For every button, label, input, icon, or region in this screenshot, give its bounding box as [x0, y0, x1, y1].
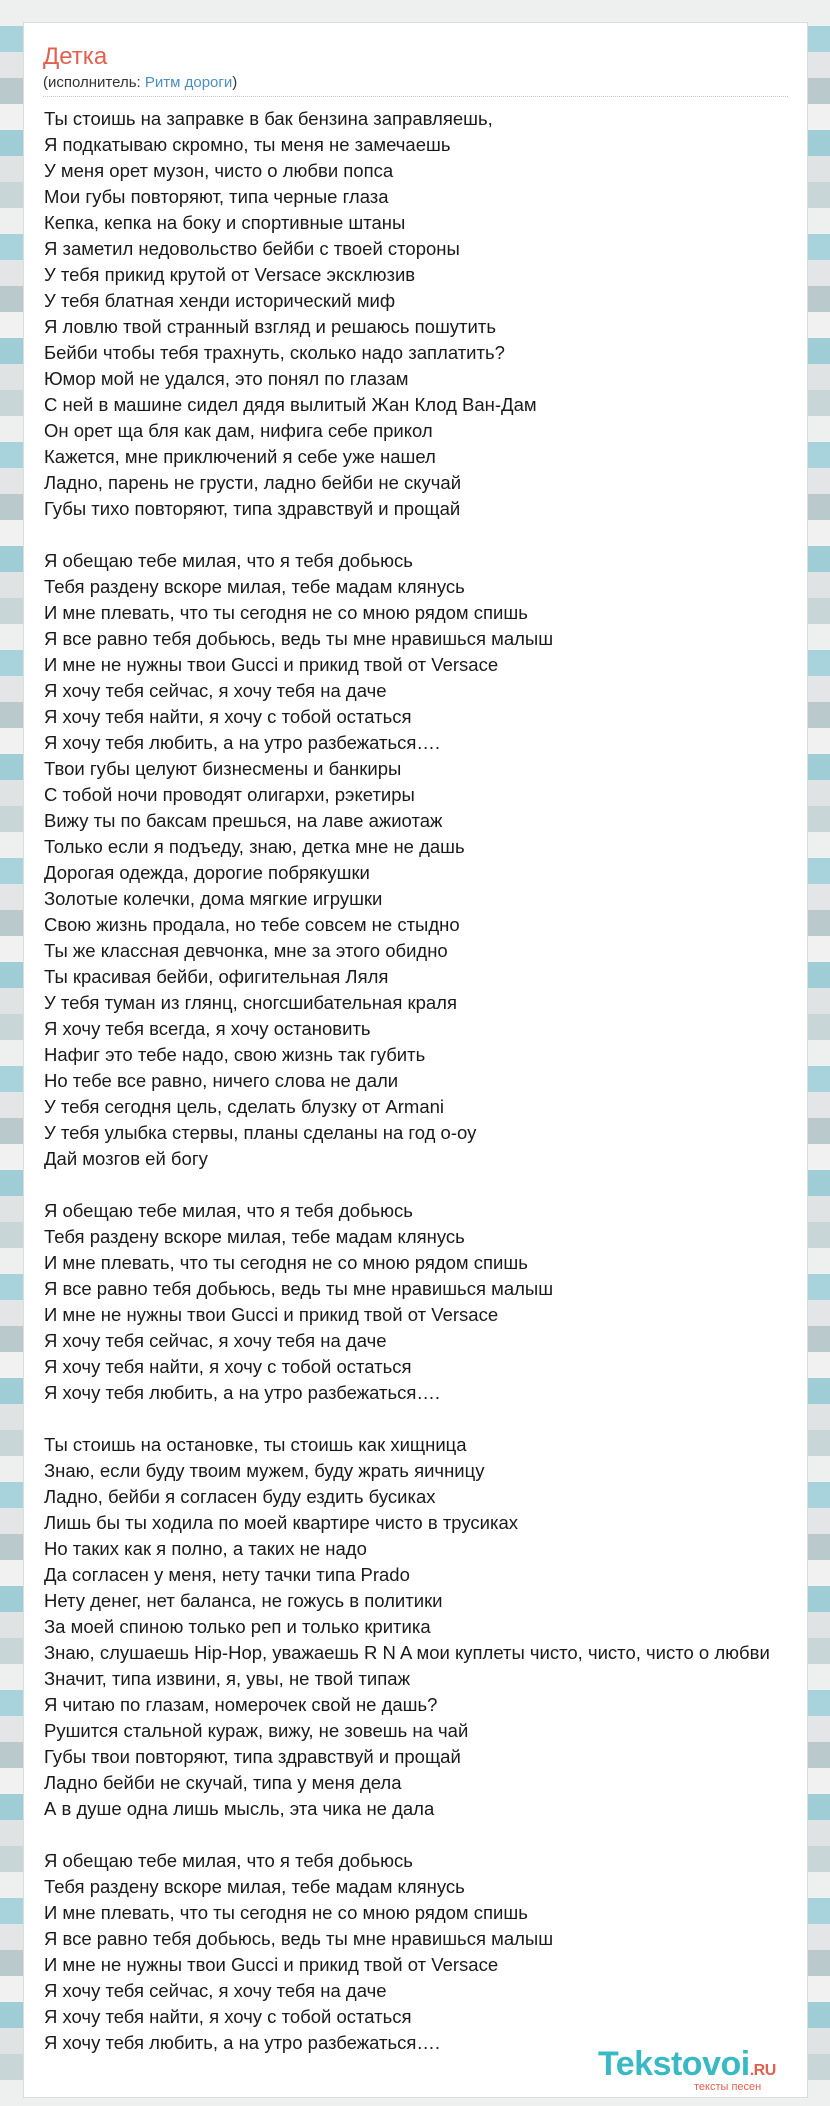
lyric-line: И мне не нужны твои Gucci и прикид твой от Versace — [44, 1954, 499, 1975]
lyric-line: Золотые колечки, дома мягкие игрушки — [44, 888, 383, 909]
performer-prefix: (исполнитель: — [43, 74, 145, 91]
lyric-line: Я хочу тебя сейчас, я хочу тебя на даче — [44, 1330, 387, 1351]
lyric-line: Я хочу тебя сейчас, я хочу тебя на даче — [44, 680, 387, 701]
lyric-line: Ты стоишь на остановке, ты стоишь как хищница — [44, 1434, 467, 1455]
lyric-line: Ты же классная девчонка, мне за этого обидно — [44, 940, 448, 961]
lyric-line: И мне не нужны твои Gucci и прикид твой от Versace — [44, 654, 499, 675]
lyric-line: Рушится стальной кураж, вижу, не зовешь на чай — [44, 1720, 469, 1741]
lyric-line: Но таких как я полно, а таких не надо — [44, 1538, 367, 1559]
lyric-line: Тебя раздену вскоре милая, тебе мадам клянусь — [44, 1226, 465, 1247]
lyric-line: Кажется, мне приключений я себе уже нашел — [44, 446, 436, 467]
lyric-line: А в душе одна лишь мысль, эта чика не дала — [44, 1798, 435, 1819]
lyric-line: Знаю, слушаешь Hip-Hop, уважаешь R N A мои куплеты чисто, чисто, чисто о любви — [44, 1642, 770, 1663]
lyric-line: Ладно, парень не грусти, ладно бейби не скучай — [44, 472, 462, 493]
lyric-line: Мои губы повторяют, типа черные глаза — [44, 186, 389, 207]
lyric-line: Он орет ща бля как дам, нифига себе прикол — [44, 420, 433, 441]
lyric-line: Я все равно тебя добьюсь, ведь ты мне нравишься малыш — [44, 1278, 554, 1299]
lyrics-stanza — [44, 548, 808, 1172]
lyric-line: Я обещаю тебе милая, что я тебя добьюсь — [44, 550, 413, 571]
lyric-line: У меня орет музон, чисто о любви попса — [44, 160, 394, 181]
lyric-line: Ты стоишь на заправке в бак бензина заправляешь, — [44, 108, 493, 129]
song-title: Детка — [43, 43, 108, 70]
lyric-line: Ладно бейби не скучай, типа у меня дела — [44, 1772, 402, 1793]
lyric-line: Я читаю по глазам, номерочек свой не дашь? — [44, 1694, 438, 1715]
lyric-line: У тебя сегодня цель, сделать блузку от Armani — [44, 1096, 445, 1117]
site-logo[interactable] — [598, 2046, 813, 2102]
lyric-line: Я заметил недовольство бейби с твоей стороны — [44, 238, 460, 259]
performer-suffix: ) — [232, 74, 238, 91]
lyric-line: Ладно, бейби я согласен буду ездить бусиках — [44, 1486, 436, 1507]
lyric-line: У тебя блатная хенди исторический миф — [44, 290, 396, 311]
lyrics-card — [23, 22, 808, 2098]
lyric-line: Я хочу тебя сейчас, я хочу тебя на даче — [44, 1980, 387, 2001]
lyric-line: Да согласен у меня, нету тачки типа Prado — [44, 1564, 410, 1585]
lyric-line: Губы твои повторяют, типа здравствуй и прощай — [44, 1746, 461, 1767]
lyric-line: И мне плевать, что ты сегодня не со мною рядом спишь — [44, 602, 528, 623]
lyric-line: Значит, типа извини, я, увы, не твой типаж — [44, 1668, 410, 1689]
lyric-line: Я хочу тебя любить, а на утро разбежаться…. — [44, 2032, 441, 2053]
lyric-line: Губы тихо повторяют, типа здравствуй и прощай — [44, 498, 461, 519]
logo-name: Tekstovoi — [598, 2045, 750, 2083]
lyric-line: Ты красивая бейби, офигительная Ляля — [44, 966, 389, 987]
lyrics-stanza — [44, 1848, 808, 2056]
lyric-line: Я хочу тебя любить, а на утро разбежаться…. — [44, 1382, 441, 1403]
lyric-line: У тебя улыбка стервы, планы сделаны на год о-оу — [44, 1122, 477, 1143]
lyric-line: У тебя прикид крутой от Versace эксклюзив — [44, 264, 416, 285]
lyric-line: Знаю, если буду твоим мужем, буду жрать яичницу — [44, 1460, 485, 1481]
lyrics-text — [44, 106, 808, 2056]
lyric-line: Лишь бы ты ходила по моей квартире чисто в трусиках — [44, 1512, 519, 1533]
lyric-line: Юмор мой не удался, это понял по глазам — [44, 368, 409, 389]
lyric-line: Бейби чтобы тебя трахнуть, сколько надо заплатить? — [44, 342, 505, 363]
lyric-line: Дорогая одежда, дорогие побрякушки — [44, 862, 370, 883]
lyric-line: Дай мозгов ей богу — [44, 1148, 208, 1169]
lyric-line: С ней в машине сидел дядя вылитый Жан Клод Ван-Дам — [44, 394, 537, 415]
lyric-line: Я ловлю твой странный взгляд и решаюсь пошутить — [44, 316, 496, 337]
lyric-line: Я хочу тебя любить, а на утро разбежаться…. — [44, 732, 441, 753]
lyric-line: Нафиг это тебе надо, свою жизнь так губить — [44, 1044, 426, 1065]
lyric-line: И мне не нужны твои Gucci и прикид твой от Versace — [44, 1304, 499, 1325]
logo-tagline: тексты песен — [694, 2081, 762, 2093]
lyric-line: Только если я подъеду, знаю, детка мне не дашь — [44, 836, 465, 857]
lyric-line: Я обещаю тебе милая, что я тебя добьюсь — [44, 1850, 413, 1871]
lyric-line: Я подкатываю скромно, ты меня не замечаешь — [44, 134, 451, 155]
lyric-line: Твои губы целуют бизнесмены и банкиры — [44, 758, 402, 779]
lyric-line: Я хочу тебя найти, я хочу с тобой остаться — [44, 706, 412, 727]
lyric-line: За моей спиною только реп и только критика — [44, 1616, 431, 1637]
lyrics-stanza — [44, 106, 808, 522]
lyric-line: Тебя раздену вскоре милая, тебе мадам клянусь — [44, 1876, 465, 1897]
performer-line — [43, 74, 788, 97]
lyric-line: Я хочу тебя найти, я хочу с тобой остаться — [44, 1356, 412, 1377]
performer-link[interactable]: Ритм дороги — [144, 74, 233, 91]
lyric-line: Тебя раздену вскоре милая, тебе мадам клянусь — [44, 576, 465, 597]
lyrics-stanza — [44, 1198, 808, 1406]
lyric-line: Я все равно тебя добьюсь, ведь ты мне нравишься малыш — [44, 628, 554, 649]
lyrics-stanza — [44, 1432, 808, 1822]
lyric-line: С тобой ночи проводят олигархи, рэкетиры — [44, 784, 415, 805]
lyric-line: Я хочу тебя найти, я хочу с тобой остаться — [44, 2006, 412, 2027]
lyric-line: Нету денег, нет баланса, не гожусь в политики — [44, 1590, 443, 1611]
lyric-line: Я обещаю тебе милая, что я тебя добьюсь — [44, 1200, 413, 1221]
lyric-line: Я хочу тебя всегда, я хочу остановить — [44, 1018, 371, 1039]
lyric-line: У тебя туман из глянц, сногсшибательная краля — [44, 992, 457, 1013]
logo-tld: .RU — [749, 2062, 776, 2079]
lyric-line: Кепка, кепка на боку и спортивные штаны — [44, 212, 406, 233]
lyric-line: Но тебе все равно, ничего слова не дали — [44, 1070, 399, 1091]
lyric-line: Вижу ты по баксам прешься, на лаве ажиотаж — [44, 810, 443, 831]
lyric-line: Я все равно тебя добьюсь, ведь ты мне нравишься малыш — [44, 1928, 554, 1949]
lyric-line: Свою жизнь продала, но тебе совсем не стыдно — [44, 914, 460, 935]
lyric-line: И мне плевать, что ты сегодня не со мною рядом спишь — [44, 1902, 528, 1923]
lyric-line: И мне плевать, что ты сегодня не со мною рядом спишь — [44, 1252, 528, 1273]
